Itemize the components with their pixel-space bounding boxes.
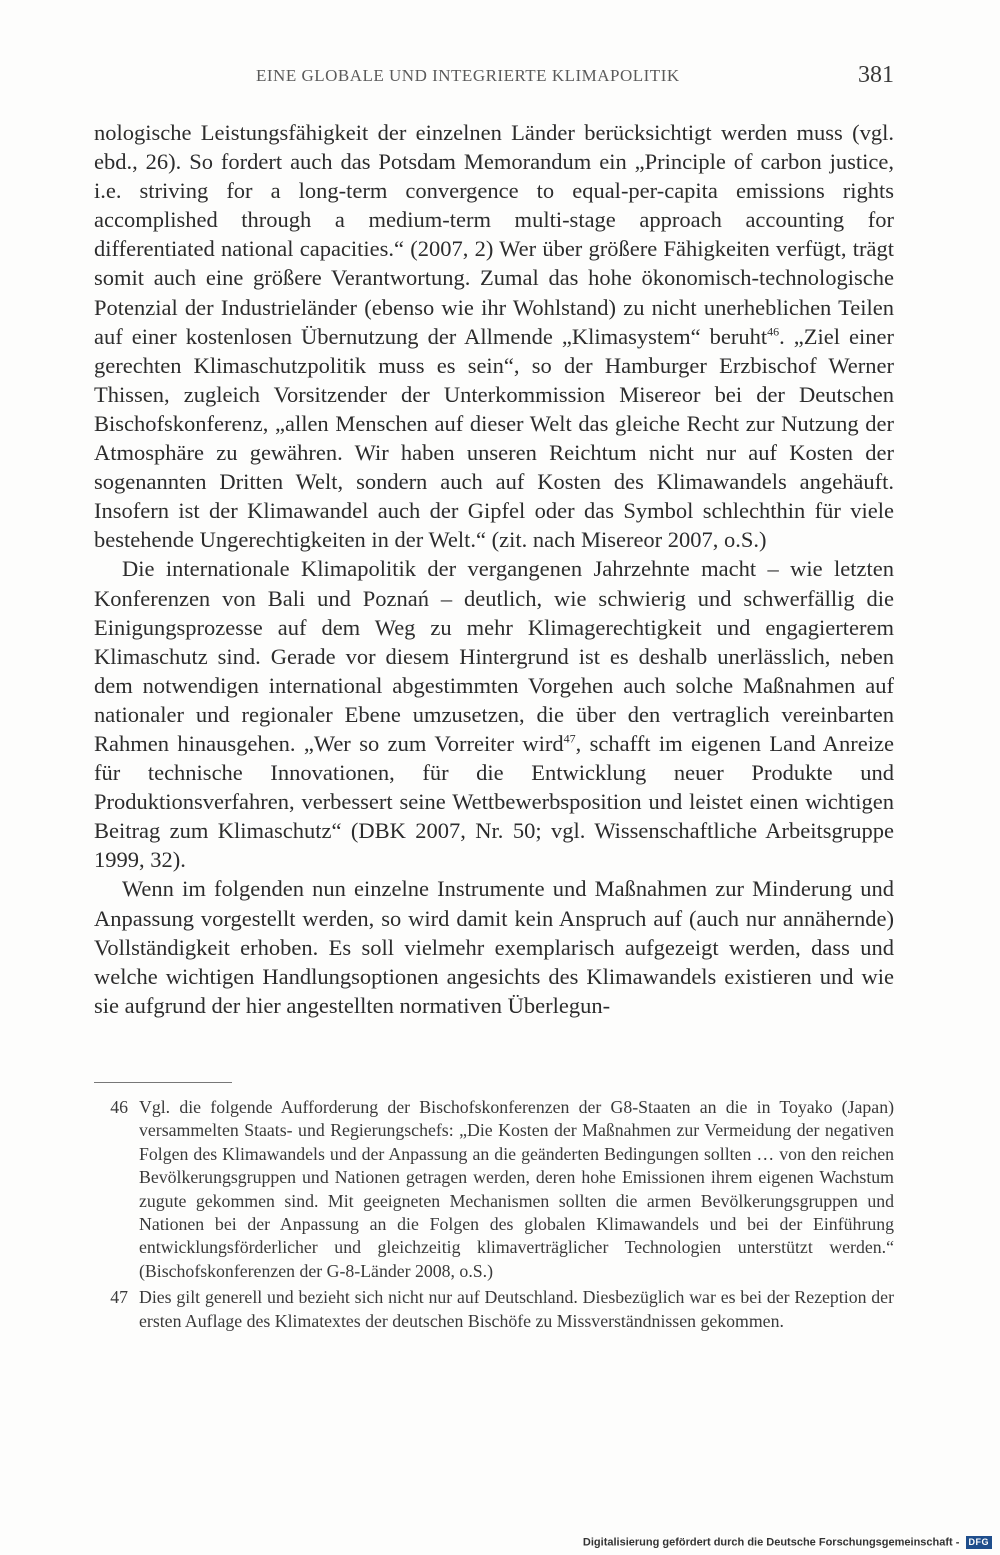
footnote-number: 47 [110, 1287, 128, 1308]
credit-text: Digitalisierung gefördert durch die Deutsche Forschungsgemeinschaft - [582, 1536, 960, 1549]
page-number: 381 [858, 62, 894, 88]
footnote-ref-47[interactable]: 47 [563, 731, 576, 746]
footnote-ref-46[interactable]: 46 [767, 324, 780, 339]
paragraph-2-text-continued: , schafft im eigenen Land Anreize für technische Innovationen, für die Entwicklung neuer Produkte und Produktionsverfahren, verbessert seine Wettbewerbsposition und leistet einen wichtigen Beitrag zum Klimaschutz“ (DBK 2007, Nr. 50; vgl. Wissenschaftliche Arbeitsgruppe 1999, 32). [94, 730, 894, 873]
paragraph-3-text: Wenn im folgenden nun einzelne Instrumente und Maßnahmen zur Minderung und Anpassung vorgestellt werden, so wird damit kein Anspruch auf (auch nur annähernde) Vollständigkeit erhoben. Es soll vielmehr exemplarisch aufgezeigt werden, dass und welche wichtigen Handlungsoptionen angesichts des Klimawandels existieren und wie sie aufgrund der hier angestellten normativen Überlegun- [94, 876, 894, 1018]
paragraph-2-text: Die internationale Klimapolitik der vergangenen Jahrzehnte macht – wie letzten Konferenzen von Bali und Poznań – deutlich, wie schwierig und schwerfällig die Einigungsprozesse auf dem Weg zu mehr Klimagerechtigkeit und engagierterem Klimaschutz sind. Gerade vor diesem Hintergrund ist es deshalb unerlässlich, neben dem notwendigen international abgestimmten Vorgehen auch solche Maßnahmen auf nationaler und regionaler Ebene umzusetzen, die über den vertraglich vereinbarten Rahmen hinausgehen. „Wer so zum Vorreiter wird [94, 556, 894, 756]
digitization-credit [583, 1536, 992, 1549]
paragraph-1 [94, 118, 894, 554]
running-title: EINE GLOBALE UND INTEGRIERTE KLIMAPOLITIK [256, 66, 680, 85]
footnote-47 [94, 1286, 894, 1333]
footnote-text: Dies gilt generell und bezieht sich nicht nur auf Deutschland. Diesbezüglich war es bei der Rezeption der ersten Auflage des Klimatextes der deutschen Bischöfe zu Missverständnissen gekommen. [139, 1287, 894, 1331]
paragraph-2 [94, 554, 894, 874]
footnote-46 [94, 1096, 894, 1283]
paragraph-3 [94, 874, 894, 1019]
footnote-number: 46 [110, 1097, 128, 1117]
running-head [94, 64, 894, 92]
paragraph-1-text-continued: . „Ziel einer gerechten Klimaschutzpolitik muss es sein“, so der Hamburger Erzbischof Werner Thissen, zugleich Vorsitzender der Unterkommission Misereor bei der Deutschen Bischofskonferenz, „allen Menschen auf dieser Welt das gleiche Recht zur Nutzung der Atmosphäre zu gewähren. Wir haben unseren Reichtum nicht nur auf Kosten der sogenannten Dritten Welt, sondern auch auf Kosten des Klimawandels angehäuft. Insofern ist der Klimawandel auch der Gipfel oder das Symbol schlechthin für viele bestehende Ungerechtigkeiten in der Welt.“ (zit. nach Misereor 2007, o.S.) [94, 323, 895, 553]
dfg-logo: DFG [966, 1536, 993, 1549]
footnotes [94, 1096, 894, 1333]
footnote-separator [94, 1082, 232, 1083]
main-text [94, 118, 894, 1020]
footnote-text: Vgl. die folgende Aufforderung der Bischofskonferenzen der G8-Staaten an die in Toyako (Japan) versammelten Staats- und Regierungschefs: „Die Kosten der Maßnahmen zur Vermeidung der negativen Folgen des Klimawandels und der Anpassung an die geänderten Bedingungen sollten … von den reichen Bevölkerungsgruppen und Nationen getragen werden, deren hohe Emissionen ihrem eigenen Wachstum zugute gekommen sind. Mit geeigneten Mechanismen sollten die armen Bevölkerungsgruppen und Nationen bei der Anpassung an die Folgen des globalen Klimawandels und bei der Einführung entwicklungsförderlicher und gleichzeitig klimaverträglicher Technologien unterstützt werden.“ (Bischofskonferenzen der G-8-Länder 2008, o.S.) [139, 1097, 894, 1281]
paragraph-1-text: nologische Leistungsfähigkeit der einzelnen Länder berücksichtigt werden muss (vgl. ebd., 26). So fordert auch das Potsdam Memorandum ein „Principle of carbon justice, i.e. striving for a long-term convergence to equal-per-capita emissions rights accomplished through a medium-term multi-stage approach accounting for differentiated national capacities.“ (2007, 2) Wer über größere Fähigkeiten verfügt, trägt somit auch eine größere Verantwortung. Zumal das hohe ökonomisch-technologische Potenzial der Industrieländer (ebenso wie ihr Wohlstand) zu nicht unerheblichen Teilen auf einer kostenlosen Übernutzung der Allmende „Klimasystem“ beruht [94, 120, 894, 349]
